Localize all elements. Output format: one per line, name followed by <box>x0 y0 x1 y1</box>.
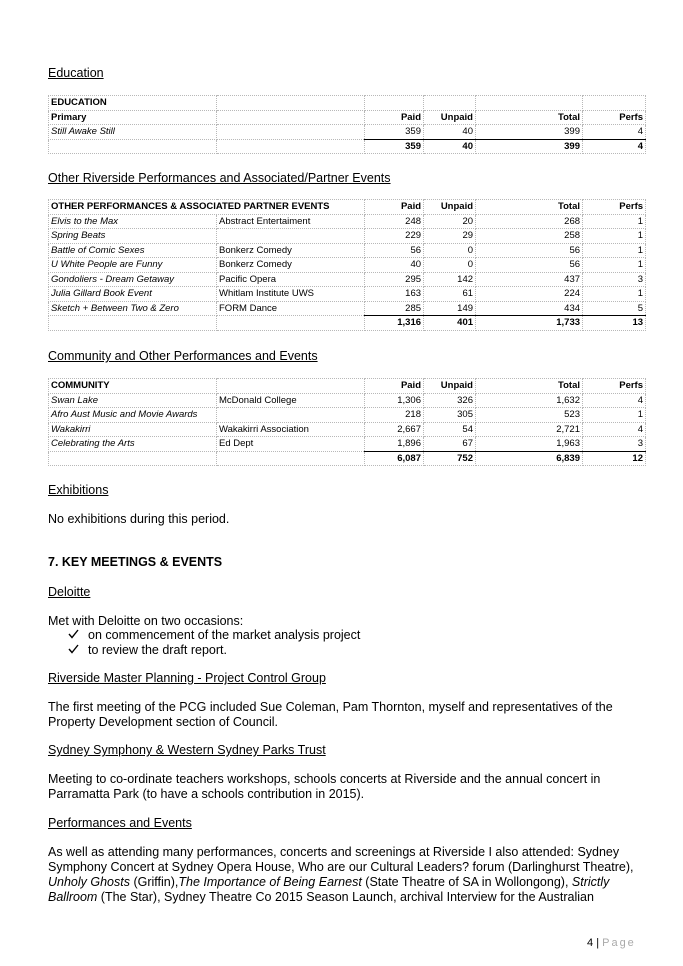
education-heading: Education <box>48 66 104 80</box>
exhibitions-text: No exhibitions during this period. <box>48 512 230 526</box>
col-total: Total <box>476 379 583 394</box>
col-perfs: Perfs <box>583 379 646 394</box>
list-item: to review the draft report. <box>68 643 227 658</box>
col-paid: Paid <box>365 379 424 394</box>
exhibitions-heading: Exhibitions <box>48 483 109 497</box>
table-row: Gondoliers - Dream Getaway Pacific Opera 295 142 437 3 <box>49 272 646 287</box>
perf-heading: Performances and Events <box>48 816 192 830</box>
check-icon <box>68 628 82 643</box>
table-row: Sketch + Between Two & Zero FORM Dance 285 149 434 5 <box>49 301 646 316</box>
col-total: Total <box>476 110 583 125</box>
pcg-heading: Riverside Master Planning - Project Control Group <box>48 671 326 685</box>
table-title: EDUCATION <box>49 96 217 111</box>
table-row: Wakakirri Wakakirri Association 2,667 54 2,721 4 <box>49 422 646 437</box>
col-paid: Paid <box>365 110 424 125</box>
page-footer <box>587 937 636 949</box>
col-total: Total <box>476 200 583 215</box>
perf-text: As well as attending many performances, concerts and screenings at Riverside I also attended: Sydney Symphony Concert at Sydney Opera House, Who are our Cultural Leaders? forum (Darlinghurst Theatre), Unholy Ghosts (Griffin),The Importance of Being Earnest (State Theatre of SA in Wollongong), Strictly Ballroom (The Star), Sydney Theatre Co 2015 Season Launch, archival Interview for the Australian <box>48 845 634 904</box>
sydney-text: Meeting to co-ordinate teachers workshops, schools concerts at Riverside and the annual concert in Parramatta Park (to have a schools contribution in 2015). <box>48 772 601 801</box>
pcg-text: The first meeting of the PCG included Sue Coleman, Pam Thornton, myself and representatives of the Property Development section of Council. <box>48 700 613 729</box>
col-perfs: Perfs <box>583 200 646 215</box>
table-header: OTHER PERFORMANCES & ASSOCIATED PARTNER EVENTS <box>49 200 365 215</box>
section-title: 7. KEY MEETINGS & EVENTS <box>48 555 223 569</box>
deloitte-intro: Met with Deloitte on two occasions: <box>48 614 244 628</box>
table-row: Swan Lake McDonald College 1,306 326 1,632 4 <box>49 393 646 408</box>
table-row: Still Awake Still 359 40 399 4 <box>49 125 646 140</box>
deloitte-heading: Deloitte <box>48 585 91 599</box>
totals-row: 6,087 752 6,839 12 <box>49 451 646 466</box>
page-number: 4 <box>587 937 594 949</box>
community-heading: Community and Other Performances and Events <box>48 349 318 363</box>
table-row: Spring Beats 229 29 258 1 <box>49 229 646 244</box>
col-perfs: Perfs <box>583 110 646 125</box>
col-unpaid: Unpaid <box>424 110 476 125</box>
education-table <box>48 95 646 154</box>
col-paid: Paid <box>365 200 424 215</box>
table-row: Afro Aust Music and Movie Awards 218 305 523 1 <box>49 408 646 423</box>
totals-row: 359 40 399 4 <box>49 139 646 154</box>
table-row: Julia Gillard Book Event Whitlam Institute UWS 163 61 224 1 <box>49 287 646 302</box>
col-unpaid: Unpaid <box>424 200 476 215</box>
table-row: Battle of Comic Sexes Bonkerz Comedy 56 0 56 1 <box>49 243 646 258</box>
table-row: Celebrating the Arts Ed Dept 1,896 67 1,963 3 <box>49 437 646 452</box>
table-row: Elvis to the Max Abstract Entertaiment 248 20 268 1 <box>49 214 646 229</box>
page-label: Page <box>602 937 636 949</box>
check-icon <box>68 643 82 658</box>
sydney-heading: Sydney Symphony & Western Sydney Parks Trust <box>48 743 326 757</box>
community-table <box>48 378 646 466</box>
col-unpaid: Unpaid <box>424 379 476 394</box>
footer-separator: | <box>596 937 600 949</box>
table-header: COMMUNITY <box>49 379 217 394</box>
list-item: on commencement of the market analysis project <box>68 628 360 643</box>
other-table <box>48 199 646 331</box>
table-header: Primary <box>49 110 217 125</box>
other-heading: Other Riverside Performances and Associated/Partner Events <box>48 171 391 185</box>
totals-row: 1,316 401 1,733 13 <box>49 316 646 331</box>
table-row: U White People are Funny Bonkerz Comedy 40 0 56 1 <box>49 258 646 273</box>
